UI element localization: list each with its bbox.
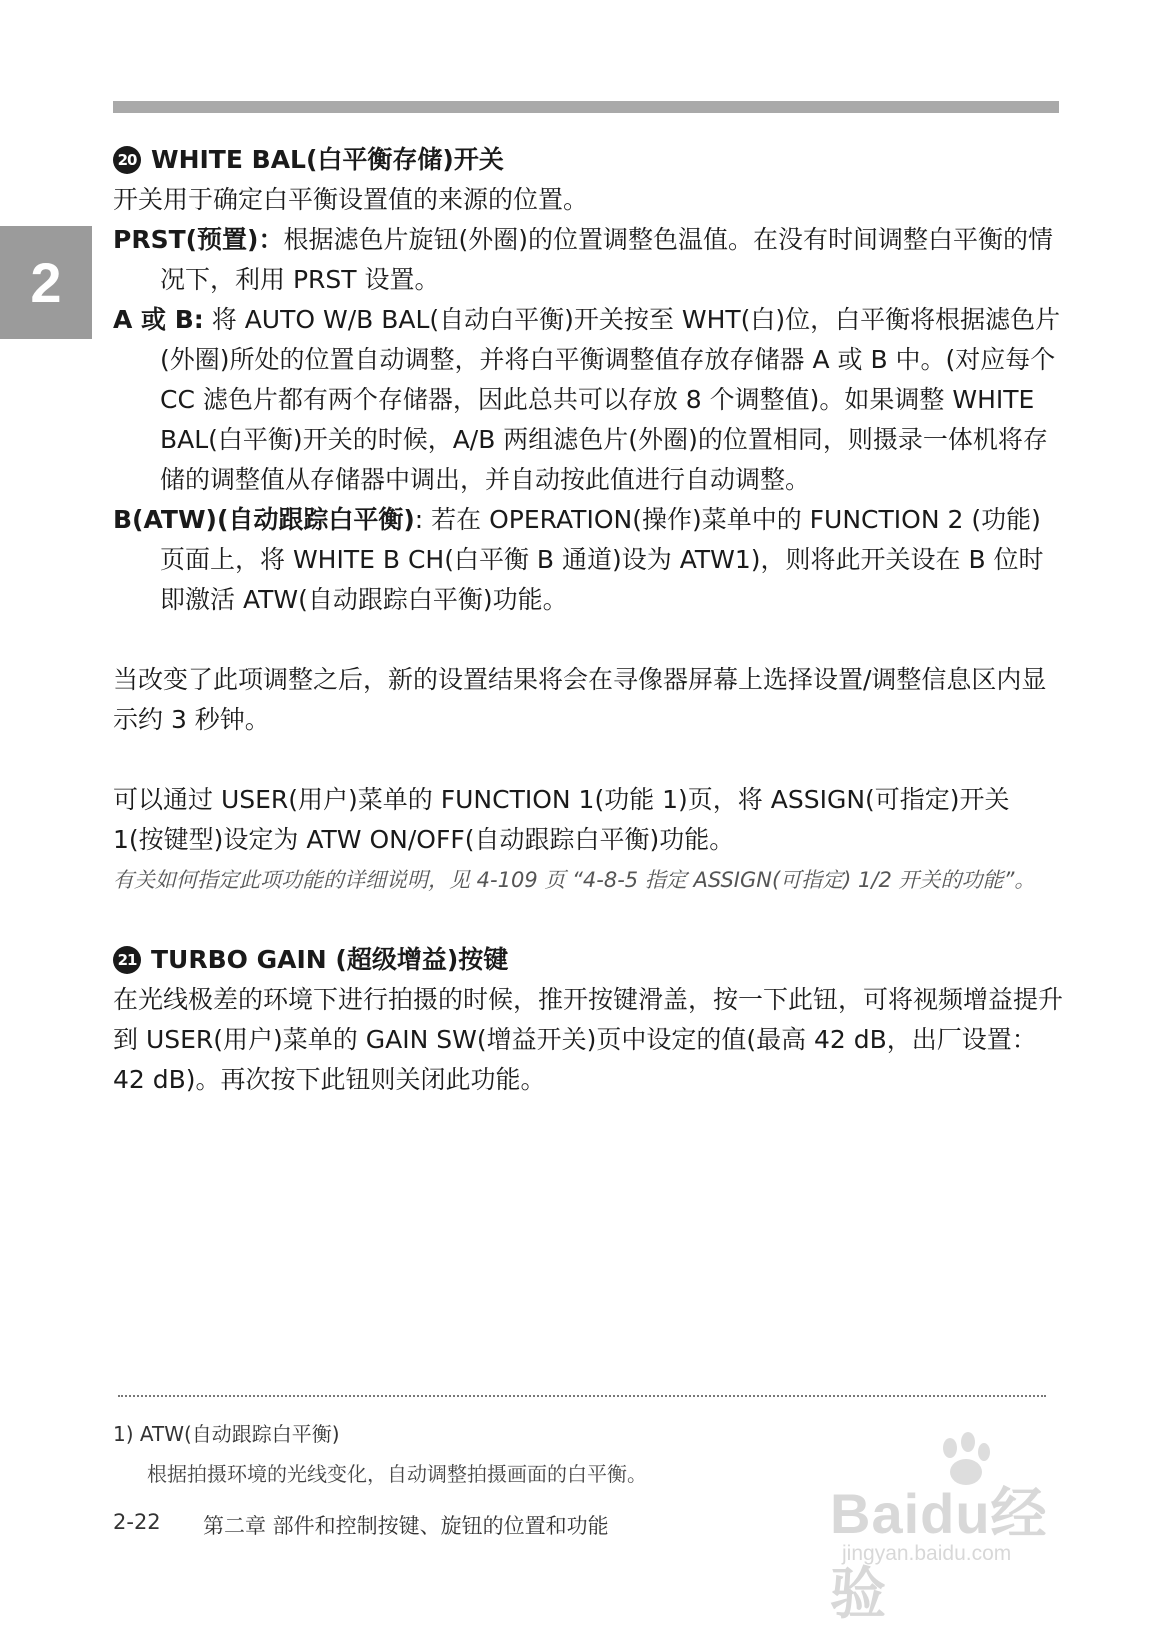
section-title-text: TURBO GAIN (超级增益)按键 xyxy=(151,945,509,974)
section-intro: 开关用于确定白平衡设置值的来源的位置。 xyxy=(113,185,589,214)
section-title-white-bal xyxy=(113,140,1063,180)
list-item-a-or-b xyxy=(113,300,1063,500)
watermark-brand: Baidu经验 xyxy=(830,1482,1048,1625)
item-text: 根据滤色片旋钮(外圈)的位置调整色温值。在没有时间调整白平衡的情况下，利用 PRST 设置。 xyxy=(160,225,1053,294)
section-body: 在光线极差的环境下进行拍摄的时候，推开按键滑盖，按一下此钮，可将视频增益提升到 USER(用户)菜单的 GAIN SW(增益开关)页中设定的值(最高 42 dB，出厂设置：42 dB)。再次按下此钮则关闭此功能。 xyxy=(113,985,1064,1094)
chapter-title: 第二章 部件和控制按键、旋钮的位置和功能 xyxy=(203,1514,609,1538)
list-item-prst xyxy=(113,220,1063,300)
page-number: 2-22 xyxy=(113,1510,161,1534)
cross-reference-note: 有关如何指定此项功能的详细说明，见 4-109 页 “4-8-5 指定 ASSIGN(可指定) 1/2 开关的功能”。 xyxy=(113,868,1036,892)
page-footer xyxy=(113,1510,609,1540)
section-title-turbo-gain xyxy=(113,940,1063,980)
footnote-text: 根据拍摄环境的光线变化，自动调整拍摄画面的白平衡。 xyxy=(147,1462,647,1486)
footnote-divider xyxy=(118,1395,1046,1397)
circled-number-icon: 21 xyxy=(113,946,141,974)
top-rule xyxy=(113,101,1059,113)
circled-number-icon: 20 xyxy=(113,146,141,174)
chapter-tab: 2 xyxy=(0,226,92,339)
watermark xyxy=(830,1430,1100,1625)
section-title-text: WHITE BAL(白平衡存储)开关 xyxy=(151,145,504,174)
paragraph-display-info: 当改变了此项调整之后，新的设置结果将会在寻像器屏幕上选择设置/调整信息区内显示约 3 秒钟。 xyxy=(113,665,1047,734)
item-term: PRST(预置)： xyxy=(113,225,284,254)
list-item-atw xyxy=(113,500,1063,620)
item-text: : 若在 OPERATION(操作)菜单中的 FUNCTION 2 (功能)页面上，将 WHITE B CH(白平衡 B 通道)设为 ATW1)，则将此开关设在 B 位时即激活 ATW(自动跟踪白平衡)功能。 xyxy=(160,505,1044,614)
item-term: A 或 B: xyxy=(113,305,204,334)
main-content xyxy=(113,140,1063,1100)
watermark-url: jingyan.baidu.com xyxy=(842,1542,1012,1565)
item-term: B(ATW)(自动跟踪白平衡) xyxy=(113,505,415,534)
item-text: 将 AUTO W/B BAL(自动白平衡)开关按至 WHT(白)位，白平衡将根据滤色片(外圈)所处的位置自动调整，并将白平衡调整值存放存储器 A 或 B 中。(对应每个 CC 滤色片都有两个存储器，因此总共可以存放 8 个调整值)。如果调整 WHITE BAL(白平衡)开关的时候，A/B 两组滤色片(外圈)的位置相同，则摄录一体机将存储的调整值从存储器中调出，并自动按此值进行自动调整。 xyxy=(160,305,1061,494)
paragraph-assign: 可以通过 USER(用户)菜单的 FUNCTION 1(功能 1)页，将 ASSIGN(可指定)开关 1(按键型)设定为 ATW ON/OFF(自动跟踪白平衡)功能。 xyxy=(113,785,1010,854)
footnote-label: 1) ATW(自动跟踪白平衡) xyxy=(113,1422,340,1446)
